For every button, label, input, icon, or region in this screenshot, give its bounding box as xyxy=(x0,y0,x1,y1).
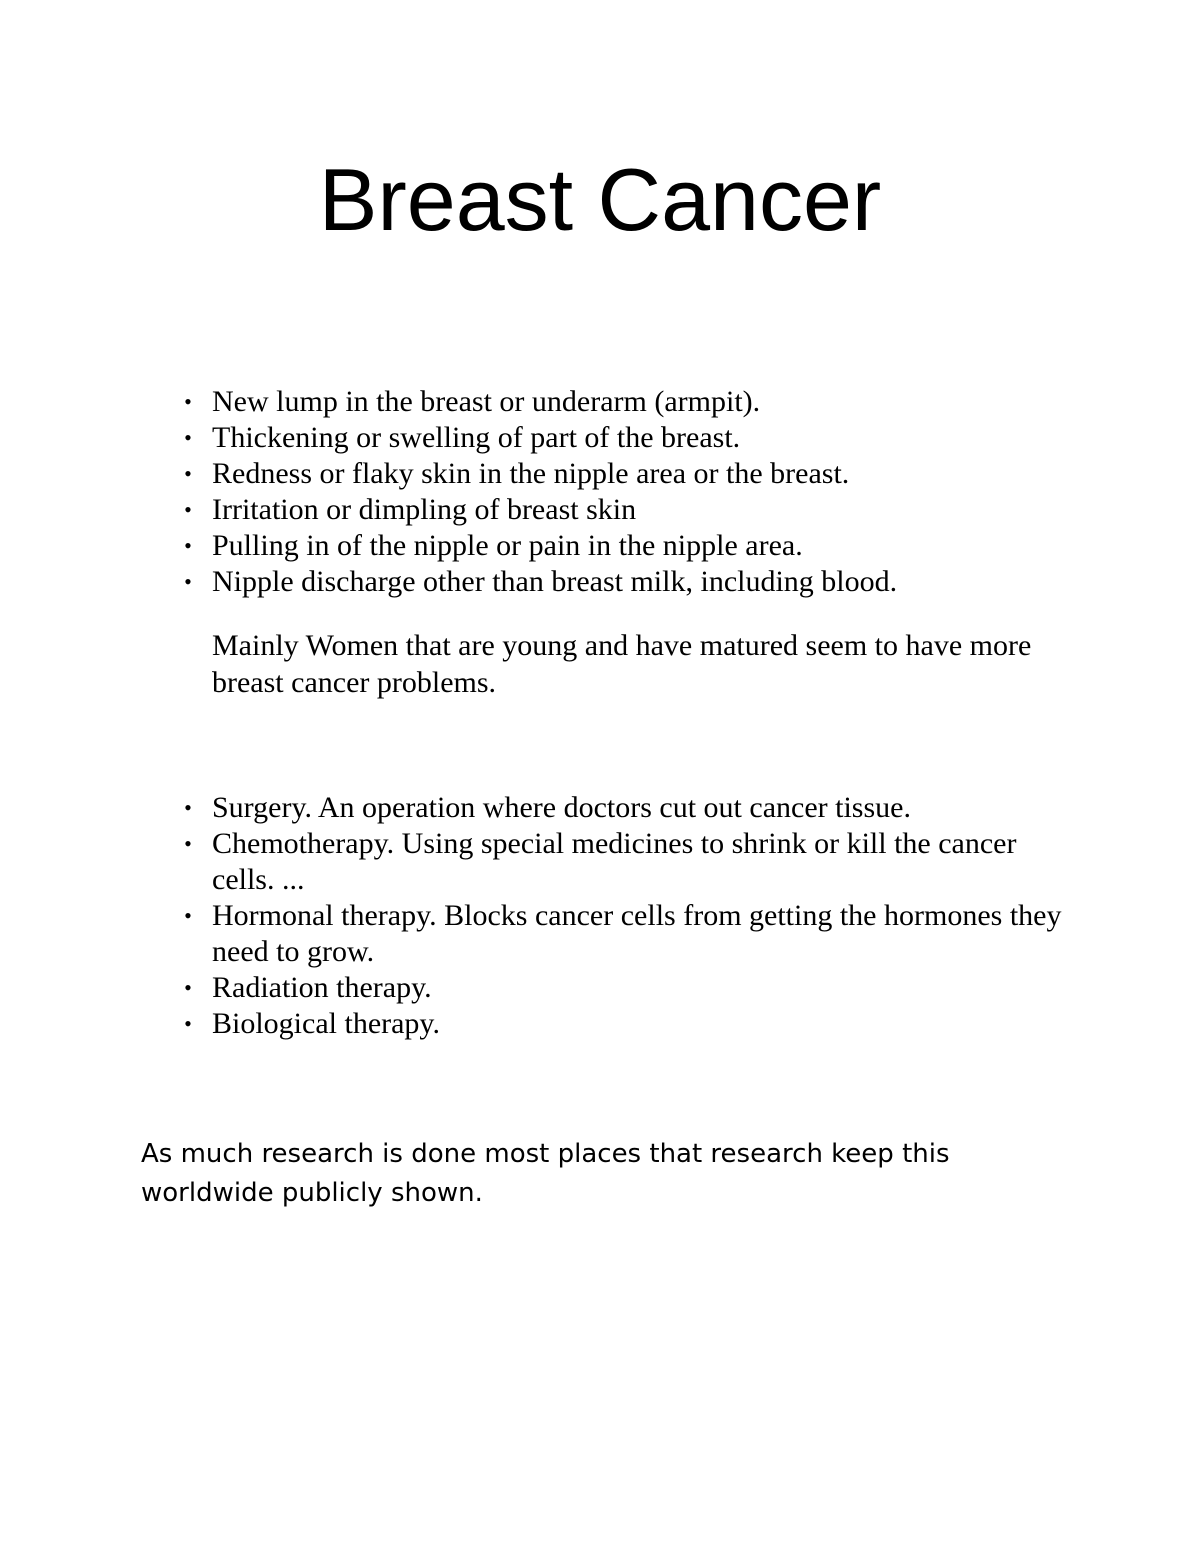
list-item xyxy=(184,970,1072,1006)
bullet-icon: • xyxy=(184,569,192,594)
bullet-icon: • xyxy=(184,975,192,1000)
page-title: Breast Cancer xyxy=(318,150,882,249)
list-item xyxy=(184,898,1072,970)
list-item xyxy=(184,1006,1072,1042)
list-item xyxy=(184,826,1072,898)
symptom-text: New lump in the breast or underarm (armpit). xyxy=(212,385,761,418)
treatment-text: Surgery. An operation where doctors cut out cancer tissue. xyxy=(212,791,911,824)
symptom-text: Nipple discharge other than breast milk, including blood. xyxy=(212,565,898,598)
bullet-icon: • xyxy=(184,533,192,558)
treatments-list xyxy=(184,790,1072,1042)
list-item xyxy=(184,456,1072,492)
symptom-text: Pulling in of the nipple or pain in the nipple area. xyxy=(212,529,803,562)
treatment-text: Biological therapy. xyxy=(212,1007,440,1040)
list-item xyxy=(184,790,1072,826)
risk-note: Mainly Women that are young and have matured seem to have more breast cancer problems. xyxy=(212,629,1032,699)
list-item xyxy=(184,564,1072,600)
symptom-text: Redness or flaky skin in the nipple area or the breast. xyxy=(212,457,850,490)
bullet-icon: • xyxy=(184,903,192,928)
closing-paragraph: As much research is done most places that research keep this worldwide publicly shown. xyxy=(141,1139,950,1208)
symptoms-list xyxy=(184,384,1072,600)
bullet-icon: • xyxy=(184,497,192,522)
list-item xyxy=(184,492,1072,528)
bullet-icon: • xyxy=(184,461,192,486)
list-item xyxy=(184,420,1072,456)
bullet-icon: • xyxy=(184,795,192,820)
symptom-text: Irritation or dimpling of breast skin xyxy=(212,493,637,526)
bullet-icon: • xyxy=(184,1011,192,1036)
bullet-icon: • xyxy=(184,831,192,856)
list-item xyxy=(184,528,1072,564)
treatment-text: Hormonal therapy. Blocks cancer cells from getting the hormones they need to grow. xyxy=(212,899,1062,968)
symptom-text: Thickening or swelling of part of the breast. xyxy=(212,421,741,454)
list-item xyxy=(184,384,1072,420)
bullet-icon: • xyxy=(184,389,192,414)
treatment-text: Radiation therapy. xyxy=(212,971,432,1004)
bullet-icon: • xyxy=(184,425,192,450)
treatment-text: Chemotherapy. Using special medicines to shrink or kill the cancer cells. ... xyxy=(212,827,1017,896)
